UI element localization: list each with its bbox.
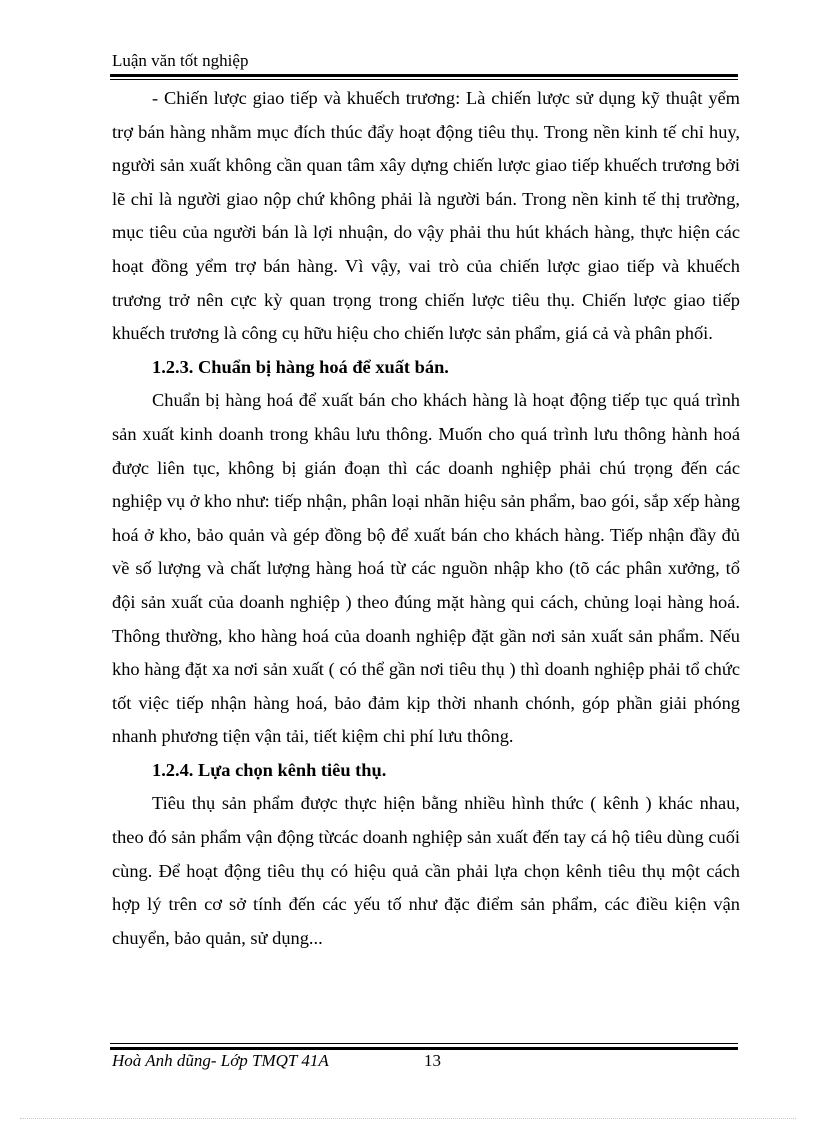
header-rule-thick xyxy=(110,74,738,77)
paragraph-goods-preparation: Chuẩn bị hàng hoá để xuất bán cho khách hàng là hoạt động tiếp tục quá trình sản xuất kinh doanh trong khâu lưu thông. Muốn cho quá trình lưu thông hành hoá được liên tục, không bị gián đoạn thì các doanh nghiệp phải chú trọng đến các nghiệp vụ ở kho như: tiếp nhận, phân loại nhãn hiệu sản phẩm, bao gói, sắp xếp hàng hoá ở kho, bảo quản và gép đồng bộ để xuất bán cho khách hàng. Tiếp nhận đầy đủ về số lượng và chất lượng hàng hoá từ các nguồn nhập kho (tõ các phân xưởng, tổ đội sản xuất của doanh nghiệp ) theo đúng mặt hàng qui cách, chủng loại hàng hoá. Thông thường, kho hàng hoá của doanh nghiệp đặt gần nơi sản xuất sản phẩm. Nếu kho hàng đặt xa nơi sản xuất ( có thể gần nơi tiêu thụ ) thì doanh nghiệp phải tổ chức tốt việc tiếp nhận hàng hoá, bảo đảm kịp thời nhanh chónh, góp phần giải phóng nhanh phương tiện vận tải, tiết kiệm chi phí lưu thông. xyxy=(112,390,740,747)
footer-rule-thick xyxy=(110,1047,738,1050)
page-bottom-edge xyxy=(20,1118,796,1119)
header-rule-thin xyxy=(110,79,738,80)
page-number: 13 xyxy=(424,1051,441,1070)
section-heading-1-2-4: 1.2.4. Lựa chọn kênh tiêu thụ. xyxy=(152,759,387,780)
footer-author: Hoà Anh dũng- Lớp TMQT 41A xyxy=(112,1051,329,1070)
footer-rule-thin xyxy=(110,1043,738,1044)
paragraph-communication-strategy: - Chiến lược giao tiếp và khuếch trương: Là chiến lược sử dụng kỹ thuật yểm trợ bán hàng nhằm mục đích thúc đẩy hoạt động tiêu thụ. Trong nền kinh tế chỉ huy, người sản xuất không cần quan tâm xây dựng chiến lược giao tiếp khuếch trương bởi lẽ chỉ là người giao nộp chứ không phải là người bán. Trong nền kinh tế thị trường, mục tiêu của người bán là lợi nhuận, do vậy phải thu hút khách hàng, thực hiện các hoạt đồng yểm trợ bán hàng. Vì vậy, vai trò của chiến lược giao tiếp và khuếch trương trở nên cực kỳ quan trọng trong chiến lược tiêu thụ. Chiến lược giao tiếp khuếch trương là công cụ hữu hiệu cho chiến lược sản phẩm, giá cả và phân phối. xyxy=(112,88,740,344)
document-body xyxy=(112,82,740,955)
paragraph-sales-channel: Tiêu thụ sản phẩm được thực hiện bằng nhiều hình thức ( kênh ) khác nhau, theo đó sản phẩm vận động từcác doanh nghiệp sản xuất đến tay cá hộ tiêu dùng cuối cùng. Để hoạt động tiêu thụ có hiệu quả cần phải lựa chọn kênh tiêu thụ một cách hợp lý trên cơ sở tính đến các yếu tố như đặc điểm sản phẩm, các điều kiện vận chuyển, bảo quản, sử dụng... xyxy=(112,793,740,948)
running-header: Luận văn tốt nghiệp xyxy=(112,51,249,70)
section-heading-1-2-3: 1.2.3. Chuẩn bị hàng hoá để xuất bán. xyxy=(152,356,449,377)
